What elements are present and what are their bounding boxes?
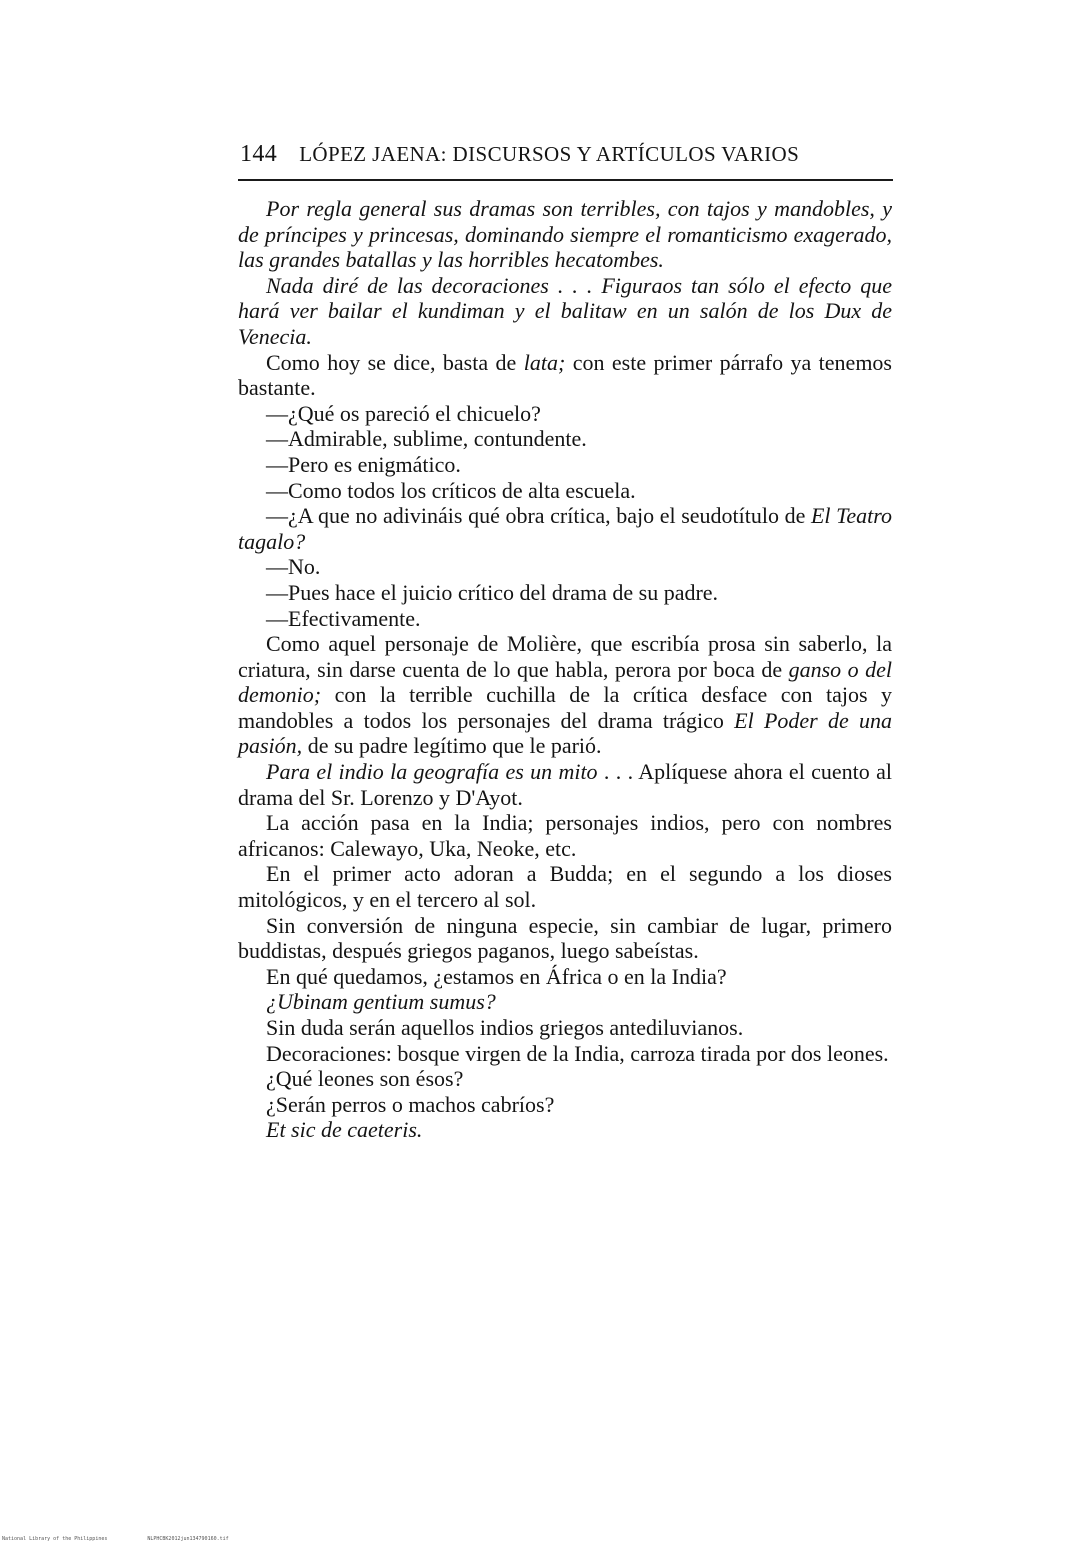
footer-library: National Library of the Philippines xyxy=(2,1536,108,1542)
header-rule xyxy=(238,179,893,181)
paragraph-conversion: Sin conversión de ninguna especie, sin cambiar de lugar, primero buddistas, después griegos paganos, luego sabeístas. xyxy=(238,912,892,964)
paragraph-1: Por regla general sus dramas son terribles, con tajos y mandobles, y de príncipes y princesas, dominando siempre el romanticismo exagerado, las grandes batallas y las horribles hecatombes. xyxy=(238,196,892,273)
paragraph-africa: En qué quedamos, ¿estamos en África o en la India? xyxy=(266,963,727,989)
running-title: LÓPEZ JAENA: DISCURSOS Y ARTÍCULOS VARIOS xyxy=(299,142,800,166)
dialogue-line: —No. xyxy=(266,554,321,580)
paragraph-2: Nada diré de las decoraciones . . . Figuraos tan sólo el efecto que hará ver bailar el kundiman y el balitaw en un salón de los Dux de Venecia. xyxy=(238,272,892,349)
paragraph-geografia: Para el indio la geografía es un mito . . . Aplíquese ahora el cuento al drama del Sr. Lorenzo y D'Ayot. xyxy=(238,759,892,810)
dialogue-line: —¿A que no adivináis qué obra crítica, bajo el seudotítulo de El Teatro tagalo? xyxy=(238,503,892,554)
dialogue-line: —Pues hace el juicio crítico del drama de su padre. xyxy=(266,579,719,605)
paragraph-perros: ¿Serán perros o machos cabríos? xyxy=(266,1091,555,1117)
paragraph-accion: La acción pasa en la India; personajes indios, pero con nombres africanos: Calewayo, Uka, Neoke, etc. xyxy=(238,810,892,861)
dialogue-line: —Como todos los críticos de alta escuela. xyxy=(266,477,636,503)
paragraph-leones: ¿Qué leones son ésos? xyxy=(266,1066,464,1092)
paragraph-antediluvianos: Sin duda serán aquellos indios griegos antediluvianos. xyxy=(266,1015,744,1040)
paragraph-moliere: Como aquel personaje de Molière, que escribía prosa sin saberlo, la criatura, sin darse cuenta de lo que habla, perora por boca de ganso o del demonio; con la terrible cuchilla de la crítica desface con tajos y mandobles a todos los personajes del drama trágico El Poder de una pasión, de su padre legítimo que le parió. xyxy=(238,631,892,759)
dialogue-line: —Pero es enigmático. xyxy=(266,451,461,477)
dialogue-line: —Efectivamente. xyxy=(266,605,421,631)
paragraph-3: Como hoy se dice, basta de lata; con este primer párrafo ya tenemos bastante. xyxy=(238,349,892,401)
paragraph-budda: En el primer acto adoran a Budda; en el segundo a los dioses mitológicos, y en el tercero al sol. xyxy=(238,861,892,913)
paragraph-decoraciones: Decoraciones: bosque virgen de la India, carroza tirada por dos leones. xyxy=(266,1040,889,1066)
running-header xyxy=(240,141,892,168)
paragraph-ubinam: ¿Ubinam gentium sumus? xyxy=(266,989,496,1015)
dialogue-line: —Admirable, sublime, contundente. xyxy=(266,426,587,452)
footer-filename: NLPHCBK2012jun134790160.tif xyxy=(147,1536,229,1542)
paragraph-et-sic: Et sic de caeteris. xyxy=(266,1117,423,1143)
page-number: 144 xyxy=(240,141,278,167)
dialogue-line: —¿Qué os pareció el chicuelo? xyxy=(266,400,541,426)
article-body xyxy=(238,196,892,1143)
scan-footer xyxy=(2,1536,269,1542)
